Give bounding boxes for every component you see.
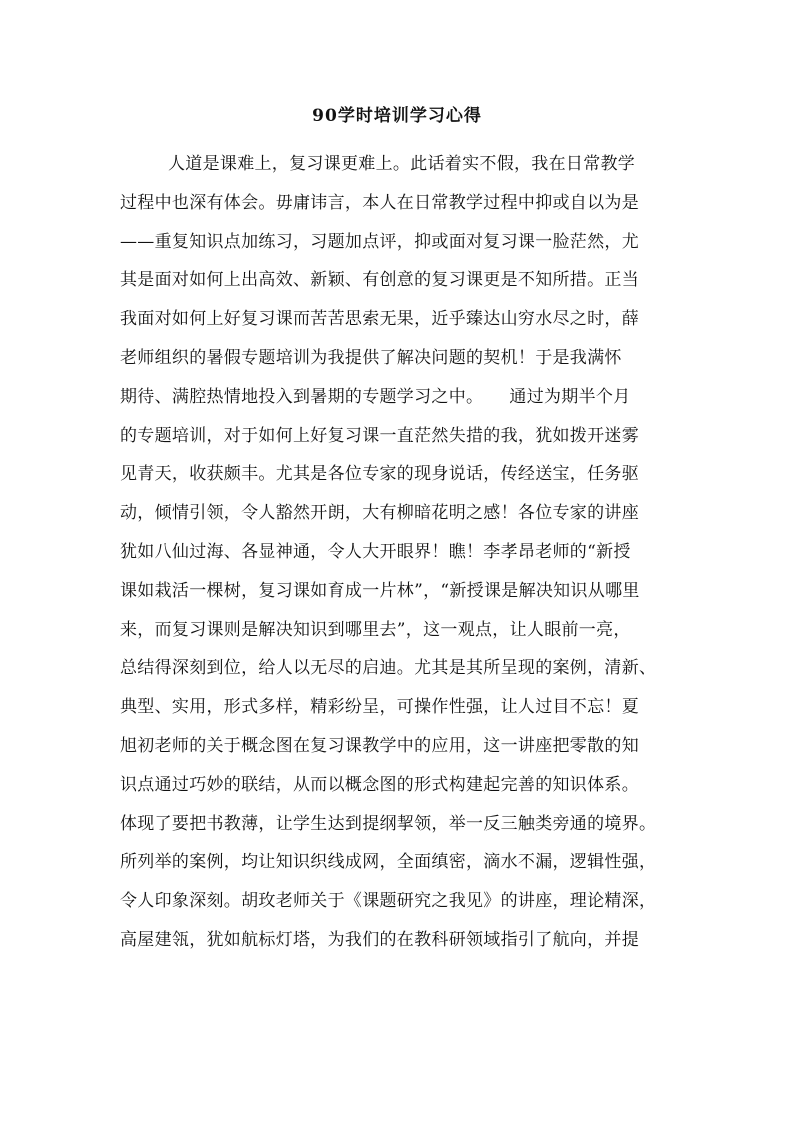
paragraph-line: 动，倾情引领，令人豁然开朗，大有柳暗花明之感！各位专家的讲座: [120, 503, 639, 524]
paragraph-line: 见青天，收获颇丰。尤其是各位专家的现身说话，传经送宝，任务驱: [120, 464, 639, 485]
paragraph-line: 典型、实用，形式多样，精彩纷呈，可操作性强，让人过目不忘！夏: [120, 697, 639, 718]
paragraph-line: 总结得深刻到位，给人以无尽的启迪。尤其是其所呈现的案例，清新、: [120, 658, 657, 679]
paragraph-line: 识点通过巧妙的联结，从而以概念图的形式构建起完善的知识体系。: [120, 774, 639, 795]
paragraph-line: 体现了要把书教薄，让学生达到提纲挈领，举一反三触类旁通的境界。: [120, 813, 657, 834]
paragraph-line: ——重复知识点加练习，习题加点评，抑或面对复习课一脸茫然，尤: [120, 231, 639, 252]
paragraph-line: 期待、满腔热情地投入到暑期的专题学习之中。 通过为期半个月: [120, 386, 631, 407]
paragraph-line: 其是面对如何上出高效、新颖、有创意的复习课更是不知所措。正当: [120, 270, 639, 291]
paragraph-line: 犹如八仙过海、各显神通，令人大开眼界！瞧！李孝昂老师的“新授: [120, 541, 631, 562]
paragraph-line: 过程中也深有体会。毋庸讳言，本人在日常教学过程中抑或自以为是: [120, 192, 639, 213]
document-title: 90学时培训学习心得: [312, 106, 482, 126]
paragraph-line: 老师组织的暑假专题培训为我提供了解决问题的契机！于是我满怀: [120, 347, 622, 368]
paragraph-line: 所列举的案例，均让知识织线成网，全面缜密，滴水不漏，逻辑性强，: [120, 852, 657, 873]
paragraph-line: 旭初老师的关于概念图在复习课教学中的应用，这一讲座把零散的知: [120, 735, 639, 756]
paragraph-line: 令人印象深刻。胡玫老师关于《课题研究之我见》的讲座，理论精深，: [120, 891, 657, 912]
document-body: [120, 145, 676, 960]
paragraph-line: 高屋建瓴，犹如航标灯塔，为我们的在教科研领域指引了航向，并提: [120, 929, 639, 950]
paragraph-line: 我面对如何上好复习课而苦苦思索无果，近乎臻达山穷水尽之时，薛: [120, 309, 639, 330]
paragraph-line: 的专题培训，对于如何上好复习课一直茫然失措的我，犹如拨开迷雾: [120, 425, 639, 446]
paragraph-line: 人道是课难上，复习课更难上。此话着实不假，我在日常教学: [168, 154, 636, 174]
paragraph-line: 课如栽活一棵树，复习课如育成一片林”，“新授课是解决知识从哪里: [120, 580, 640, 601]
paragraph-line: 来，而复习课则是解决知识到哪里去”，这一观点，让人眼前一亮，: [120, 619, 631, 640]
